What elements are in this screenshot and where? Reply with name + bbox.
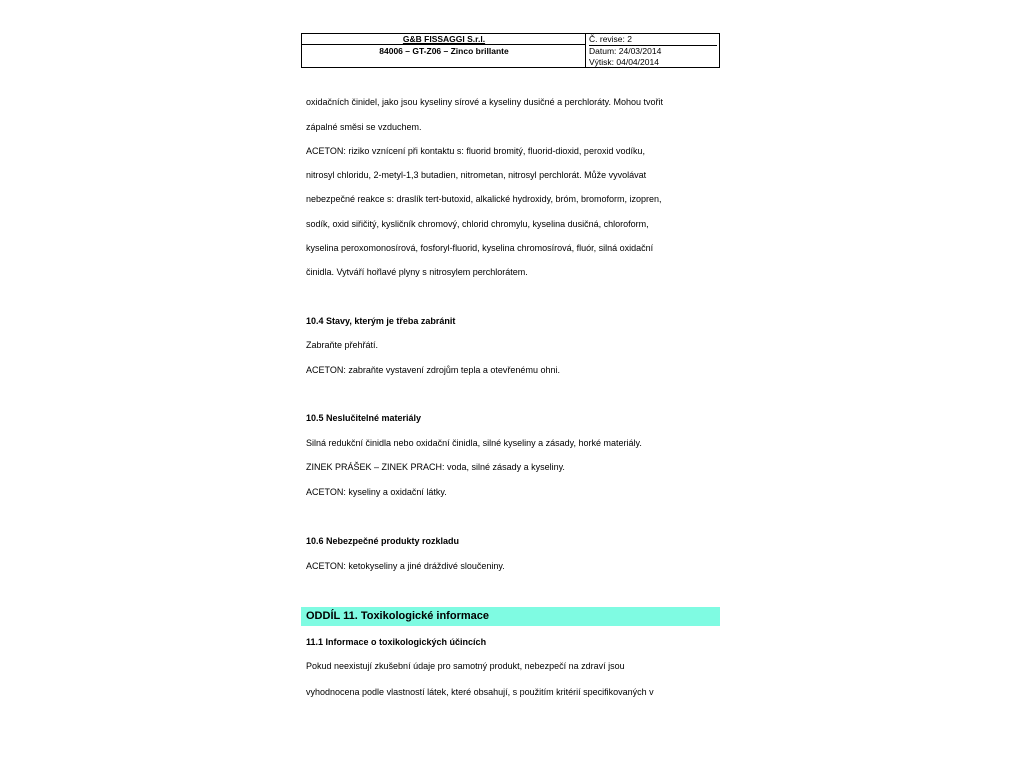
subsection-heading-10-4: 10.4 Stavy, kterým je třeba zabránit <box>306 316 456 326</box>
subsection-heading-11-1: 11.1 Informace o toxikologických účincích <box>306 637 487 647</box>
company-name: G&B FISSAGGI S.r.l. <box>302 34 586 45</box>
print-date: Výtisk: 04/04/2014 <box>589 57 659 67</box>
body-text-line: ACETON: zabraňte vystavení zdrojům tepla a otevřenému ohni. <box>306 365 560 375</box>
body-text-line: činidla. Vytváří hořlavé plyny s nitrosylem perchlorátem. <box>306 267 528 277</box>
product-name: 84006 – GT-Z06 – Zinco brillante <box>379 46 509 56</box>
subsection-heading-10-6: 10.6 Nebezpečné produkty rozkladu <box>306 536 460 546</box>
body-text-line: zápalné směsi se vzduchem. <box>306 122 422 132</box>
body-text-line: ACETON: kyseliny a oxidační látky. <box>306 487 447 497</box>
subsection-heading-10-5: 10.5 Neslučitelné materiály <box>306 413 422 423</box>
body-text-line: ACETON: riziko vznícení při kontaktu s: fluorid bromitý, fluorid-dioxid, peroxid vodíku, <box>306 146 645 156</box>
body-text-line: ACETON: ketokyseliny a jiné dráždivé sloučeniny. <box>306 561 505 571</box>
body-text-line: nebezpečné reakce s: draslík tert-butoxid, alkalické hydroxidy, bróm, bromoform, izopren, <box>306 194 662 204</box>
body-text-line: Silná redukční činidla nebo oxidační činidla, silné kyseliny a zásady, horké materiály. <box>306 438 642 448</box>
section-11-title: ODDÍL 11. Toxikologické informace <box>306 610 489 622</box>
section-11-heading-bar <box>301 607 720 626</box>
body-text-line: nitrosyl chloridu, 2-metyl-1,3 butadien, nitrometan, nitrosyl perchlorát. Může vyvolávat <box>306 170 647 180</box>
body-text-line: Pokud neexistují zkušební údaje pro samotný produkt, nebezpečí na zdraví jsou <box>306 661 625 671</box>
document-header-table <box>301 33 720 68</box>
body-text-line: oxidačních činidel, jako jsou kyseliny sírové a kyseliny dusičné a perchloráty. Mohou tvořit <box>306 97 664 107</box>
body-text-line: vyhodnocena podle vlastností látek, které obsahují, s použitím kritérií specifikovaných v <box>306 687 654 697</box>
revision-number: Č. revise: 2 <box>589 34 717 46</box>
body-text-line: sodík, oxid siřičitý, kysličník chromový, chlorid chromylu, kyselina dusičná, chloroform, <box>306 219 649 229</box>
body-text-line: ZINEK PRÁŠEK – ZINEK PRACH: voda, silné zásady a kyseliny. <box>306 462 565 472</box>
body-text-line: Zabraňte přehřátí. <box>306 340 379 350</box>
body-text-line: kyselina peroxomonosírová, fosforyl-fluorid, kyselina chromosírová, fluór, silná oxidační <box>306 243 654 253</box>
header-right-cell <box>589 34 717 67</box>
revision-date: Datum: 24/03/2014 <box>589 46 662 56</box>
header-left-cell <box>302 34 586 67</box>
